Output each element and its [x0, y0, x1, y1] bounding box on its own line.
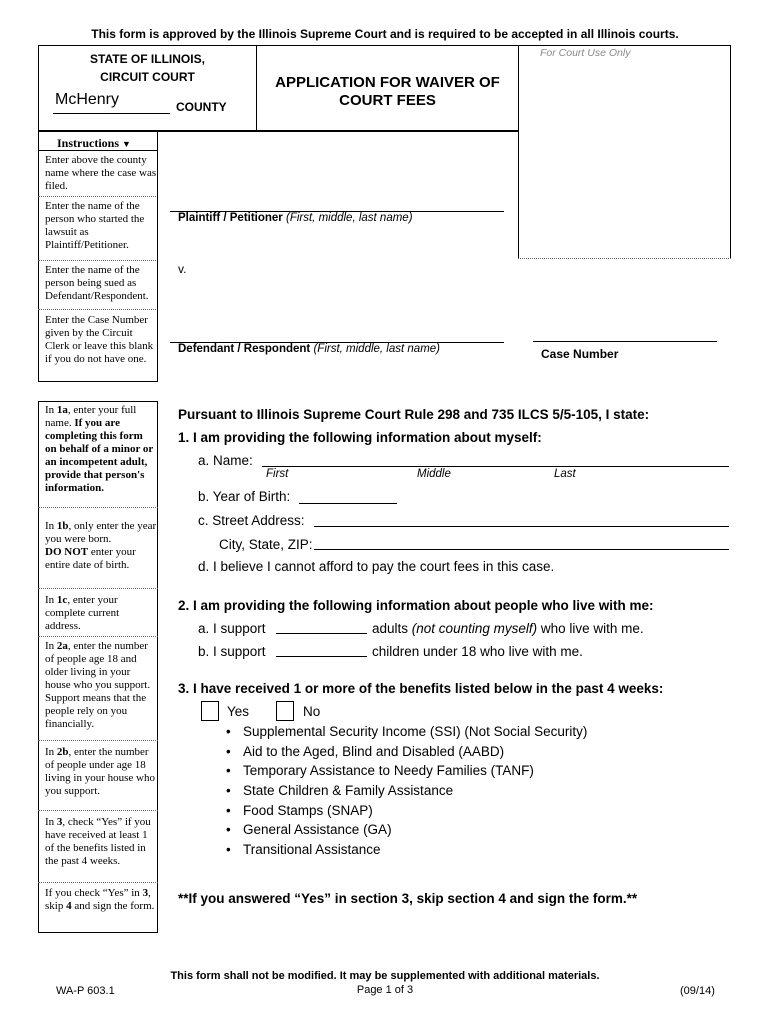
list-item: • Temporary Assistance to Needy Families (TANF) [226, 761, 587, 781]
form-id: WA-P 603.1 [56, 985, 115, 997]
note-1c: In 1c, enter your complete current address. [45, 594, 120, 632]
list-item: • Aid to the Aged, Blind and Disabled (AABD) [226, 742, 587, 762]
modification-notice: This form shall not be modified. It may be supplemented with additional materials. [170, 970, 600, 982]
yes-label: Yes [227, 704, 250, 719]
yes-checkbox[interactable] [201, 701, 219, 721]
page-number: Page 1 of 3 [356, 984, 414, 996]
bullet-icon: • [226, 822, 231, 838]
case-number-label: Case Number [541, 347, 619, 361]
bullet-icon: • [226, 842, 231, 858]
state-label: STATE OF ILLINOIS, [90, 52, 205, 66]
bullet-icon: • [226, 724, 231, 739]
bullet-icon: • [226, 743, 231, 759]
form-title-line1: APPLICATION FOR WAIVER OF [275, 74, 500, 91]
revision-date: (09/14) [680, 985, 715, 997]
list-item: • Transitional Assistance [226, 840, 587, 860]
note-2a: In 2a, enter the number of people age 18 and older living in your house who you support. Support means that the people rely on you financially. [45, 640, 151, 730]
adults-count-field[interactable] [276, 618, 367, 634]
note-4: If you check “Yes” in 3, skip 4 and sign the form. [45, 887, 155, 912]
court-label: CIRCUIT COURT [100, 70, 195, 84]
name-field[interactable] [262, 451, 729, 467]
list-item: • Supplemental Security Income (SSI) (Not Social Security) [226, 722, 587, 742]
bullet-icon: • [226, 783, 231, 799]
street-address-field[interactable] [314, 511, 729, 527]
adults-support-label: a. I support [198, 621, 266, 636]
note-3: In 3, check “Yes” if you have received at least 1 of the benefits listed in the past 4 weeks. [45, 816, 151, 867]
note-2b: In 2b, enter the number of people under age 18 living in your house who you support. [45, 746, 155, 797]
afford-statement: d. I believe I cannot afford to pay the court fees in this case. [198, 559, 555, 574]
street-address-label: c. Street Address: [198, 513, 305, 528]
section-2-title: 2. I am providing the following information about people who live with me: [178, 598, 654, 613]
form-title-line2: COURT FEES [339, 92, 436, 109]
triangle-down-icon: ▼ [122, 139, 131, 149]
city-state-zip-field[interactable] [314, 534, 729, 550]
skip-note: **If you answered “Yes” in section 3, skip section 4 and sign the form.** [178, 891, 638, 906]
list-item: • State Children & Family Assistance [226, 781, 587, 801]
no-checkbox[interactable] [276, 701, 294, 721]
versus-label: v. [178, 262, 187, 276]
instruction-plaintiff: Enter the name of the person who started the lawsuit as Plaintiff/Petitioner. [45, 200, 145, 251]
section-1-title: 1. I am providing the following information about myself: [178, 430, 542, 445]
children-count-field[interactable] [276, 641, 367, 657]
approval-notice: This form is approved by the Illinois Supreme Court and is required to be accepted in all Illinois courts. [91, 27, 679, 41]
list-item: • Food Stamps (SNAP) [226, 801, 587, 821]
county-label: COUNTY [176, 100, 227, 114]
first-name-label: First [266, 468, 289, 480]
name-label: a. Name: [198, 453, 253, 468]
instructions-heading: Instructions ▼ [57, 136, 131, 150]
bullet-icon: • [226, 802, 231, 818]
pursuant-statement: Pursuant to Illinois Supreme Court Rule 298 and 735 ILCS 5/5-105, I state: [178, 407, 650, 422]
plaintiff-label: Plaintiff / Petitioner (First, middle, last name) [178, 212, 413, 224]
court-use-label: For Court Use Only [540, 47, 631, 59]
birth-year-label: b. Year of Birth: [198, 489, 291, 504]
middle-name-label: Middle [417, 468, 451, 480]
note-1b: In 1b, only enter the year you were born. DO NOT enter your entire date of birth. [45, 520, 157, 571]
last-name-label: Last [554, 468, 576, 480]
defendant-label: Defendant / Respondent (First, middle, last name) [178, 343, 440, 355]
county-name[interactable]: McHenry [55, 91, 120, 108]
benefits-list [226, 722, 587, 860]
children-suffix: children under 18 who live with me. [372, 644, 583, 659]
section-3-title: 3. I have received 1 or more of the benefits listed below in the past 4 weeks: [178, 681, 664, 696]
instruction-county: Enter above the county name where the case was filed. [45, 154, 157, 192]
instruction-defendant: Enter the name of the person being sued as Defendant/Respondent. [45, 264, 149, 302]
adults-suffix: adults (not counting myself) who live with me. [372, 621, 644, 636]
note-1a: In 1a, enter your full name. If you are completing this form on behalf of a minor or an incompetent adult, provide that person's information. [45, 404, 154, 494]
children-support-label: b. I support [198, 644, 266, 659]
birth-year-field[interactable] [299, 488, 397, 504]
no-label: No [303, 704, 321, 719]
city-state-zip-label: City, State, ZIP: [219, 537, 313, 552]
list-item: • General Assistance (GA) [226, 820, 587, 840]
bullet-icon: • [226, 763, 231, 779]
instruction-case-number: Enter the Case Number given by the Circuit Clerk or leave this blank if you do not have one. [45, 314, 154, 365]
